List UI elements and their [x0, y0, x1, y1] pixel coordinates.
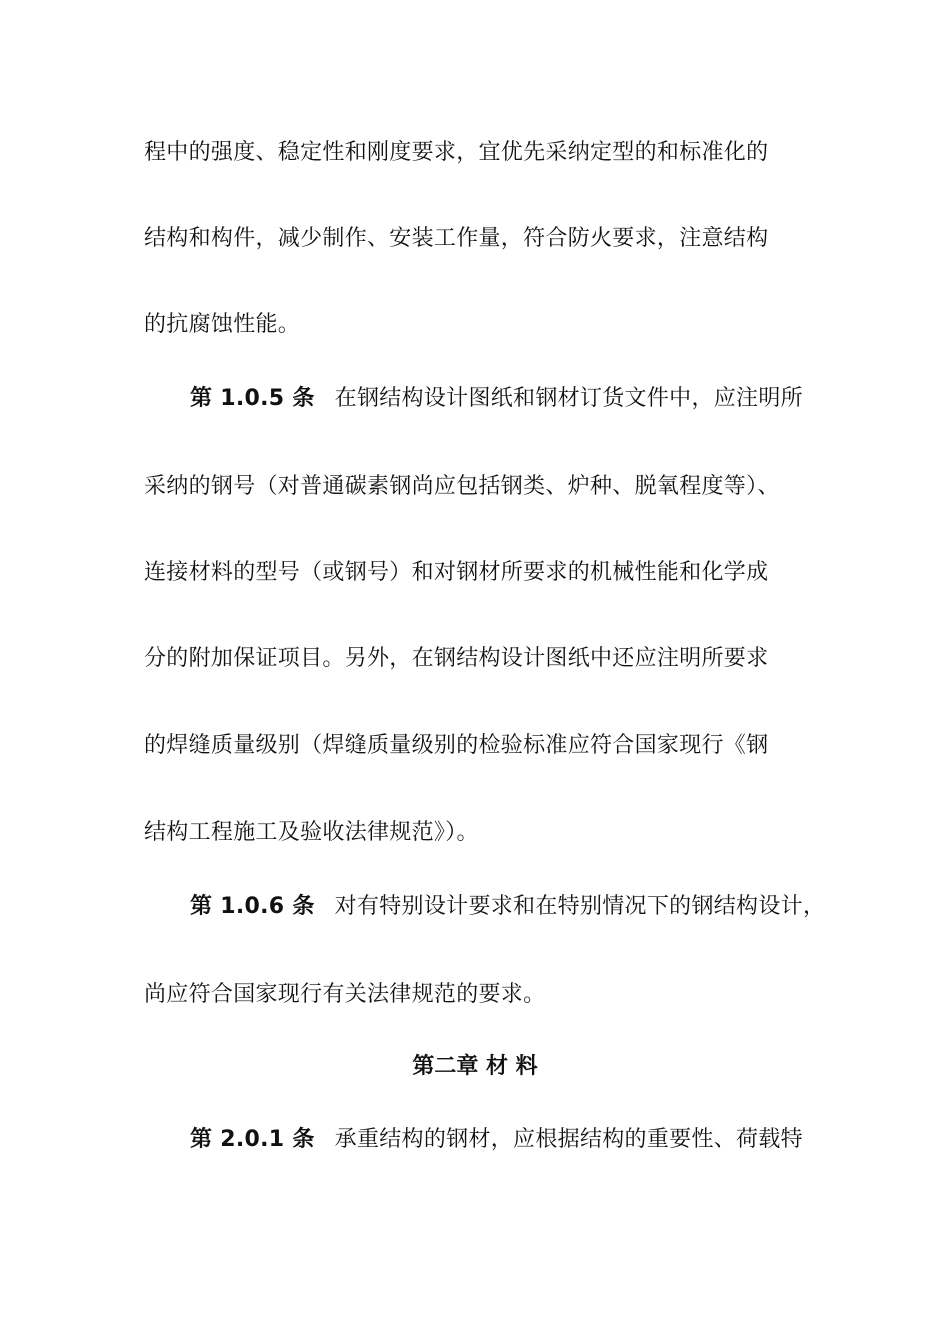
article-number: 第 1.0.6 条: [190, 894, 315, 919]
paragraph-line: 的焊缝质量级别（焊缝质量级别的检验标准应符合国家现行《钢: [144, 733, 769, 758]
chapter-title: 第二章 材 料: [412, 1054, 538, 1079]
paragraph-line: 程中的强度、稳定性和刚度要求，宜优先采纳定型的和标准化的: [144, 140, 769, 165]
paragraph-line: 结构和构件，减少制作、安装工作量，符合防火要求，注意结构: [144, 226, 769, 251]
paragraph-line: 分的附加保证项目。另外，在钢结构设计图纸中还应注明所要求: [144, 646, 769, 671]
article-1-0-5-first-line: [190, 384, 803, 414]
article-number: 第 1.0.5 条: [190, 386, 315, 411]
paragraph-line: 尚应符合国家现行有关法律规范的要求。: [144, 982, 546, 1007]
article-number: 第 2.0.1 条: [190, 1127, 315, 1152]
article-2-0-1-first-line: [190, 1125, 803, 1155]
paragraph-line: 连接材料的型号（或钢号）和对钢材所要求的机械性能和化学成: [144, 560, 769, 585]
article-1-0-6-first-line: [190, 892, 825, 922]
paragraph-line: 结构工程施工及验收法律规范》）。: [144, 820, 479, 845]
paragraph-line: 采纳的钢号（对普通碳素钢尚应包括钢类、炉种、脱氧程度等）、: [144, 474, 780, 499]
article-text: 对有特别设计要求和在特别情况下的钢结构设计，: [334, 894, 826, 919]
article-text: 在钢结构设计图纸和钢材订货文件中，应注明所: [334, 386, 803, 411]
article-text: 承重结构的钢材，应根据结构的重要性、荷载特: [334, 1127, 803, 1152]
paragraph-line: 的抗腐蚀性能。: [144, 312, 301, 337]
